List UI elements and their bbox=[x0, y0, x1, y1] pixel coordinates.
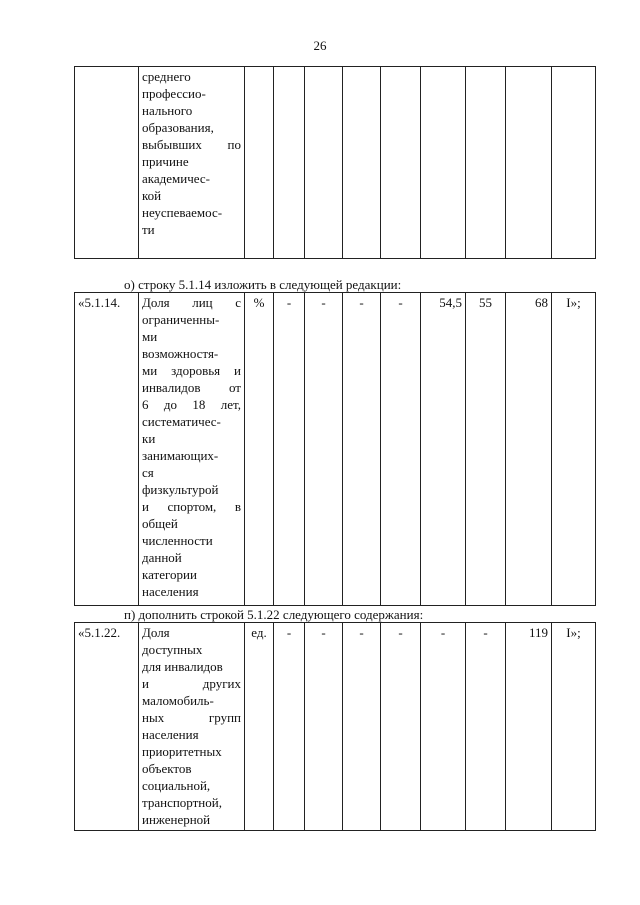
name-line: населения bbox=[142, 727, 199, 742]
cell-value: - bbox=[305, 293, 343, 606]
caption-amendment-p: п) дополнить строкой 5.1.22 следующего содержания: bbox=[124, 607, 424, 622]
name-line: образования, bbox=[142, 120, 214, 135]
table-row bbox=[75, 67, 596, 259]
cell-unit bbox=[245, 67, 274, 259]
name-line: профессио- bbox=[142, 86, 206, 101]
name-line: численности bbox=[142, 533, 213, 548]
cell-value: - bbox=[305, 623, 343, 831]
table-row-5-1-14 bbox=[74, 292, 596, 606]
name-line: маломобиль- bbox=[142, 693, 214, 708]
cell-value: 54,5 bbox=[421, 293, 466, 606]
cell-num: «5.1.14. bbox=[75, 293, 139, 606]
cell-value: 119 bbox=[506, 623, 552, 831]
cell-value bbox=[305, 67, 343, 259]
name-line: ограниченны- bbox=[142, 312, 220, 327]
cell-value: 55 bbox=[466, 293, 506, 606]
cell-value: - bbox=[274, 293, 305, 606]
name-line: 6 до 18 лет, bbox=[142, 397, 241, 412]
name-line: ся bbox=[142, 465, 154, 480]
name-line: инвалидов от bbox=[142, 380, 241, 395]
cell-value: I»; bbox=[552, 293, 596, 606]
name-line: занимающих- bbox=[142, 448, 219, 463]
name-line: возможностя- bbox=[142, 346, 219, 361]
cell-value bbox=[421, 67, 466, 259]
table-continuation bbox=[74, 66, 596, 259]
table-row bbox=[75, 623, 596, 831]
name-line: ми bbox=[142, 329, 158, 344]
name-line: физкультурой bbox=[142, 482, 219, 497]
cell-value bbox=[274, 67, 305, 259]
cell-indicator-name bbox=[139, 67, 245, 259]
cell-value: - bbox=[421, 623, 466, 831]
name-line: неуспеваемос- bbox=[142, 205, 223, 220]
name-line: выбывших по bbox=[142, 137, 241, 152]
name-line: академичес- bbox=[142, 171, 210, 186]
cell-value bbox=[552, 67, 596, 259]
table-row-5-1-22 bbox=[74, 622, 596, 831]
name-line: ти bbox=[142, 222, 155, 237]
name-line: данной bbox=[142, 550, 182, 565]
cell-value: - bbox=[343, 293, 381, 606]
name-line: приоритетных bbox=[142, 744, 222, 759]
name-line: кой bbox=[142, 188, 162, 203]
name-line: Доля лиц с bbox=[142, 295, 241, 310]
cell-indicator-name bbox=[139, 623, 245, 831]
name-line: социальной, bbox=[142, 778, 211, 793]
cell-value bbox=[381, 67, 421, 259]
name-line: общей bbox=[142, 516, 178, 531]
name-line: причине bbox=[142, 154, 189, 169]
cell-value: - bbox=[381, 293, 421, 606]
name-line: доступных bbox=[142, 642, 203, 657]
name-line: систематичес- bbox=[142, 414, 221, 429]
cell-num bbox=[75, 67, 139, 259]
table-row bbox=[75, 293, 596, 606]
cell-unit: % bbox=[245, 293, 274, 606]
page-number: 26 bbox=[313, 38, 327, 53]
cell-value bbox=[506, 67, 552, 259]
name-line: и спортом, в bbox=[142, 499, 241, 514]
cell-value: - bbox=[274, 623, 305, 831]
cell-value: - bbox=[381, 623, 421, 831]
name-line: инженерной bbox=[142, 812, 211, 827]
name-line: для инвалидов bbox=[142, 659, 223, 674]
name-line: населения bbox=[142, 584, 199, 599]
name-line: ки bbox=[142, 431, 156, 446]
cell-value bbox=[466, 67, 506, 259]
caption-amendment-o: о) строку 5.1.14 изложить в следующей редакции: bbox=[124, 277, 402, 292]
name-line: Доля bbox=[142, 625, 170, 640]
name-line: ми здоровья и bbox=[142, 363, 241, 378]
name-line: ных групп bbox=[142, 710, 241, 725]
name-line: нального bbox=[142, 103, 193, 118]
name-line: объектов bbox=[142, 761, 192, 776]
cell-unit: ед. bbox=[245, 623, 274, 831]
cell-value: - bbox=[466, 623, 506, 831]
cell-value: - bbox=[343, 623, 381, 831]
cell-value bbox=[343, 67, 381, 259]
cell-value: I»; bbox=[552, 623, 596, 831]
name-line: среднего bbox=[142, 69, 191, 84]
cell-num: «5.1.22. bbox=[75, 623, 139, 831]
cell-value: 68 bbox=[506, 293, 552, 606]
name-line: и других bbox=[142, 676, 241, 691]
name-line: категории bbox=[142, 567, 197, 582]
name-line: транспортной, bbox=[142, 795, 222, 810]
cell-indicator-name bbox=[139, 293, 245, 606]
